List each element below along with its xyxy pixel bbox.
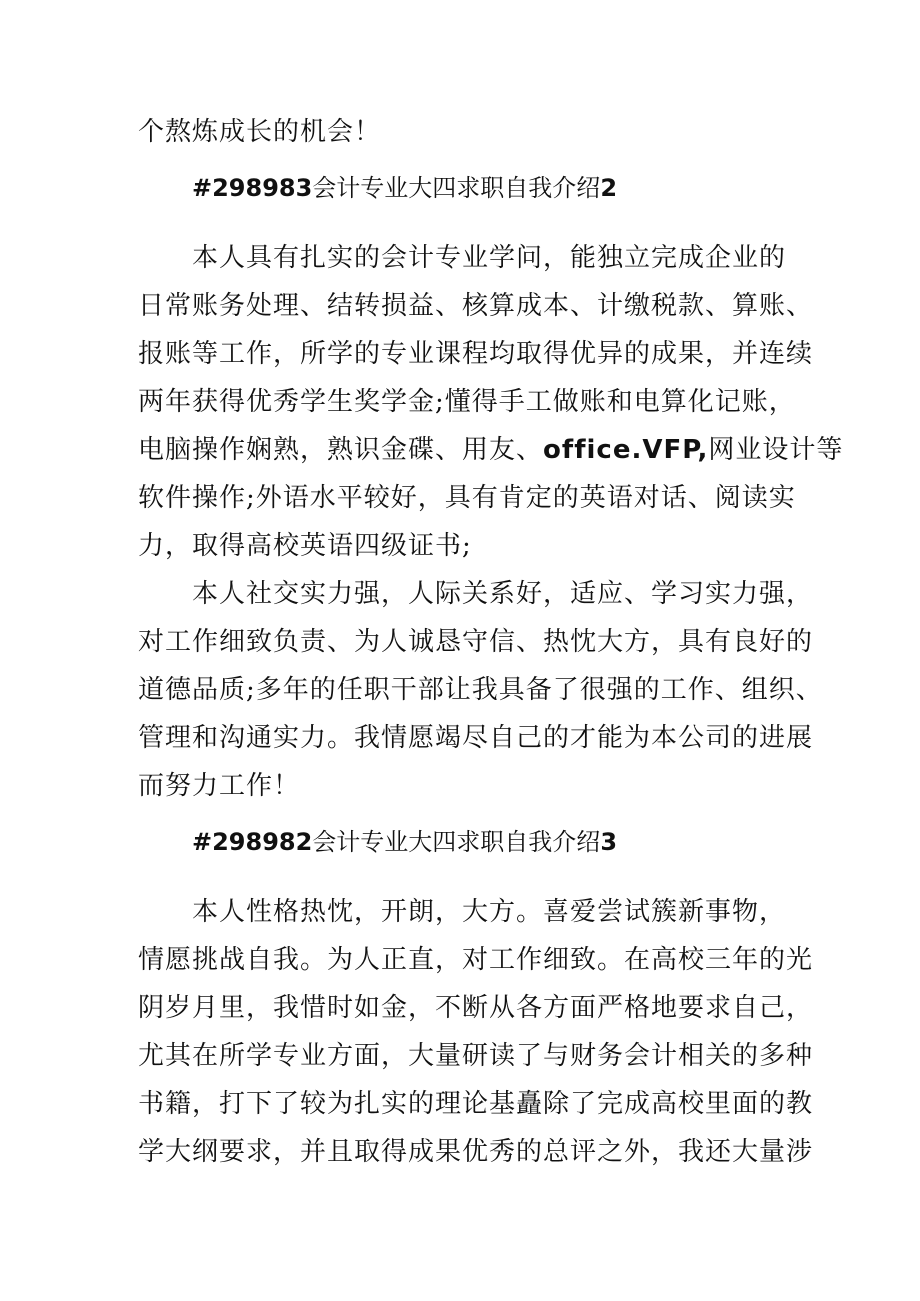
heading-number: #298983 <box>192 174 313 202</box>
paragraph-line: 尤其在所学专业方面，大量研读了与财务会计相关的多种 <box>138 1041 814 1071</box>
paragraph-line: 力，取得高校英语四级证书; <box>138 531 472 561</box>
paragraph-line: 本人性格热忱，开朗，大方。喜爱尝试簇新事物， <box>192 897 787 927</box>
paragraph-line: 阴岁月里，我惜时如金，不断从各方面严格地要求自己， <box>138 993 814 1023</box>
paragraph-line <box>138 430 843 470</box>
paragraph-line: 本人具有扎实的会计专业学问，能独立完成企业的 <box>192 243 787 273</box>
heading-text: 会计专业大四求职自我介绍 <box>312 174 601 202</box>
heading-number: #298982 <box>192 828 313 856</box>
paragraph-line: 对工作细致负责、为人诚恳守信、热忱大方，具有良好的 <box>138 627 814 657</box>
section-heading-2 <box>192 168 617 208</box>
software-names: office.VFP, <box>543 435 709 465</box>
heading-index: 2 <box>600 174 618 202</box>
paragraph-line: 两年获得优秀学生奖学金;懂得手工做账和电算化记账， <box>138 387 796 417</box>
heading-text: 会计专业大四求职自我介绍 <box>312 828 601 856</box>
paragraph-line: 情愿挑战自我。为人正直，对工作细致。在高校三年的光 <box>138 945 814 975</box>
paragraph-line: 学大纲要求，并且取得成果优秀的总评之外，我还大量涉 <box>138 1137 814 1167</box>
heading-index: 3 <box>600 828 618 856</box>
line-segment: 网业设计等 <box>708 435 844 465</box>
paragraph-line: 日常账务处理、结转损益、核算成本、计缴税款、算账、 <box>138 291 814 321</box>
paragraph-line: 书籍，打下了较为扎实的理论基矗除了完成高校里面的教 <box>138 1089 814 1119</box>
paragraph-line: 道德品质;多年的任职干部让我具备了很强的工作、组织、 <box>138 675 823 705</box>
section-heading-3 <box>192 822 617 862</box>
paragraph-line: 而努力工作！ <box>138 771 301 801</box>
paragraph-line: 软件操作;外语水平较好，具有肯定的英语对话、阅读实 <box>138 483 796 513</box>
paragraph-line: 报账等工作，所学的专业课程均取得优异的成果，并连续 <box>138 339 814 369</box>
paragraph-line: 个熬炼成长的机会！ <box>138 117 382 147</box>
paragraph-line: 管理和沟通实力。我情愿竭尽自己的才能为本公司的进展 <box>138 723 814 753</box>
paragraph-line: 本人社交实力强，人际关系好，适应、学习实力强， <box>192 579 814 609</box>
line-segment: 电脑操作娴熟，熟识金碟、用友、 <box>138 435 544 465</box>
